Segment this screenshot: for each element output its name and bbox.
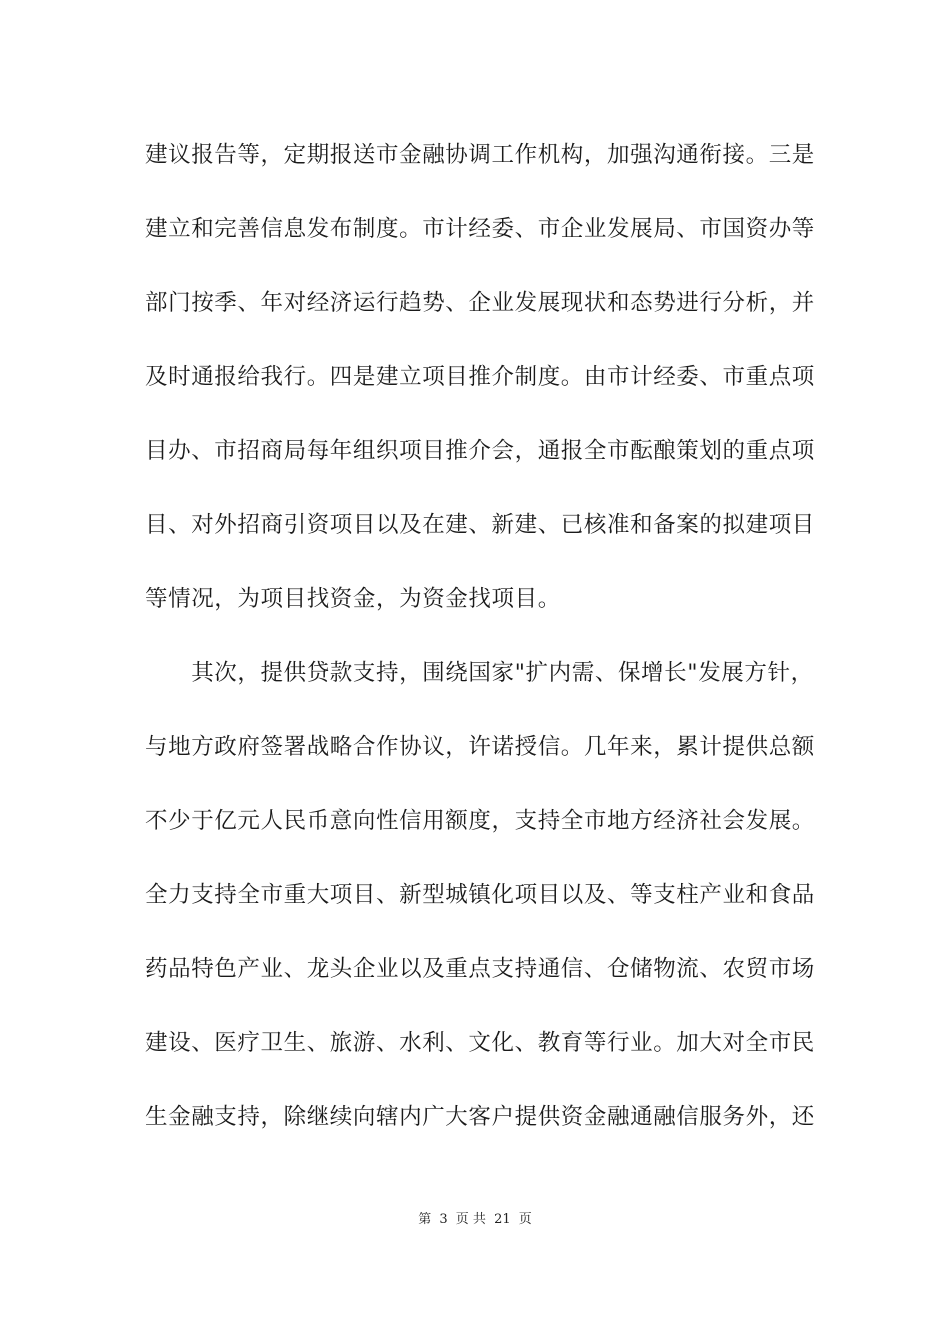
- text-line: 建立和完善信息发布制度。市计经委、市企业发展局、市国资办等: [145, 216, 815, 242]
- text-line: 生金融支持，除继续向辖内广大客户提供资金融通融信服务外，还: [145, 1104, 815, 1130]
- text-line: 全力支持全市重大项目、新型城镇化项目以及、等支柱产业和食品: [145, 882, 815, 908]
- text-line: 目、对外招商引资项目以及在建、新建、已核准和备案的拟建项目: [145, 512, 815, 538]
- footer-prefix: 第: [418, 1212, 432, 1227]
- page-footer: [0, 1208, 950, 1227]
- text-line: 与地方政府签署战略合作协议，许诺授信。几年来，累计提供总额: [145, 734, 815, 760]
- text-line: 部门按季、年对经济运行趋势、企业发展现状和态势进行分析，并: [145, 290, 815, 316]
- text-line: 及时通报给我行。四是建立项目推介制度。由市计经委、市重点项: [145, 364, 815, 390]
- footer-total-pages: 21: [494, 1212, 511, 1227]
- body-text: [145, 130, 815, 1166]
- text-line: 目办、市招商局每年组织项目推介会，通报全市酝酿策划的重点项: [145, 438, 815, 464]
- footer-current-page: 3: [439, 1212, 448, 1227]
- text-line: 等情况，为项目找资金，为资金找项目。: [145, 586, 561, 612]
- text-line: 药品特色产业、龙头企业以及重点支持通信、仓储物流、农贸市场: [145, 956, 815, 982]
- text-line: 建议报告等，定期报送市金融协调工作机构，加强沟通衔接。三是: [145, 142, 815, 168]
- footer-suffix: 页: [518, 1212, 532, 1227]
- text-line: 其次，提供贷款支持，围绕国家"扩内需、保增长"发展方针，: [145, 660, 814, 686]
- text-line: 建设、医疗卫生、旅游、水利、文化、教育等行业。加大对全市民: [145, 1030, 815, 1056]
- footer-mid: 页 共: [455, 1212, 486, 1227]
- text-line: 不少于亿元人民币意向性信用额度，支持全市地方经济社会发展。: [145, 808, 815, 834]
